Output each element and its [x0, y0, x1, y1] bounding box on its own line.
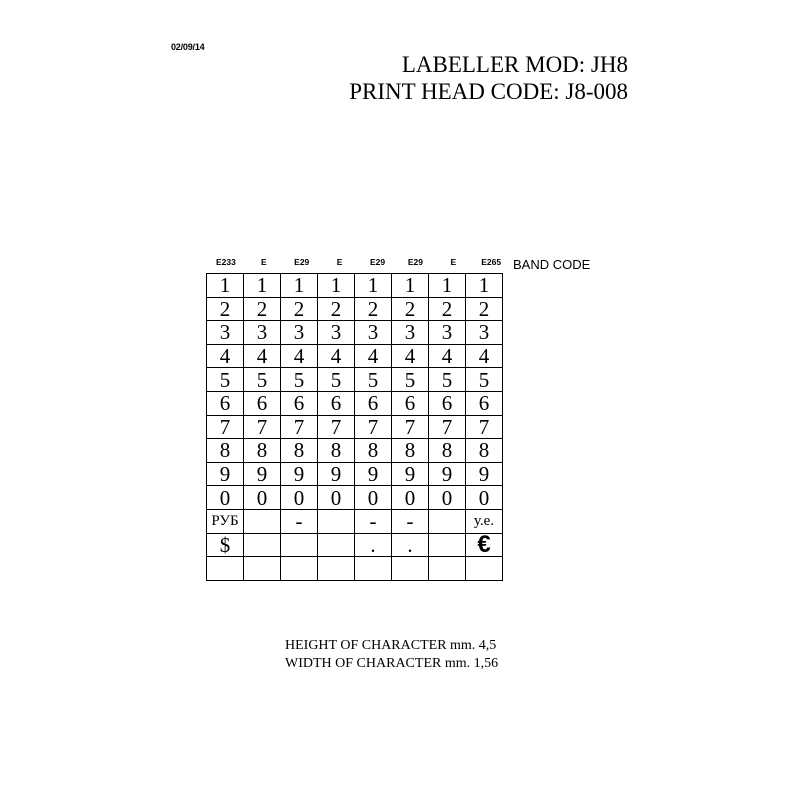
print-band-grid — [206, 273, 503, 581]
grid-cell: 5 — [466, 368, 503, 392]
grid-row — [207, 462, 503, 486]
grid-cell: . — [355, 533, 392, 557]
grid-row — [207, 509, 503, 533]
grid-cell — [355, 557, 392, 581]
grid-cell: 7 — [429, 415, 466, 439]
grid-cell: 7 — [318, 415, 355, 439]
grid-cell — [429, 533, 466, 557]
grid-cell: 5 — [318, 368, 355, 392]
grid-cell: 5 — [429, 368, 466, 392]
grid-cell: 0 — [281, 486, 318, 510]
grid-cell: 6 — [429, 391, 466, 415]
grid-cell: 3 — [466, 321, 503, 345]
grid-cell: 3 — [281, 321, 318, 345]
grid-cell: 5 — [355, 368, 392, 392]
grid-cell: 8 — [207, 439, 244, 463]
character-specs — [285, 637, 498, 673]
grid-row — [207, 297, 503, 321]
grid-cell: 4 — [429, 344, 466, 368]
grid-cell: 5 — [207, 368, 244, 392]
grid-cell — [281, 533, 318, 557]
grid-cell: 8 — [318, 439, 355, 463]
grid-cell: 5 — [281, 368, 318, 392]
grid-cell: 7 — [392, 415, 429, 439]
band-codes-row — [207, 257, 510, 267]
grid-cell: 6 — [207, 391, 244, 415]
grid-cell: 8 — [429, 439, 466, 463]
grid-cell — [429, 509, 466, 533]
grid-cell: 6 — [244, 391, 281, 415]
grid-cell: 8 — [355, 439, 392, 463]
grid-cell: 9 — [318, 462, 355, 486]
band-code: E29 — [294, 257, 310, 267]
grid-cell: 1 — [244, 274, 281, 298]
grid-cell: 0 — [466, 486, 503, 510]
grid-cell: 6 — [281, 391, 318, 415]
labeller-model: LABELLER MOD: JH8 — [401, 52, 628, 77]
grid-cell: 9 — [281, 462, 318, 486]
grid-cell: 3 — [429, 321, 466, 345]
grid-cell: 9 — [207, 462, 244, 486]
grid-cell — [244, 509, 281, 533]
grid-cell: 7 — [207, 415, 244, 439]
band-code: E — [261, 257, 267, 267]
grid-cell: 1 — [466, 274, 503, 298]
grid-cell: 3 — [207, 321, 244, 345]
grid-cell: 7 — [466, 415, 503, 439]
grid-cell: 4 — [318, 344, 355, 368]
grid-cell — [429, 557, 466, 581]
grid-cell: 9 — [355, 462, 392, 486]
grid-row — [207, 321, 503, 345]
grid-cell: 6 — [466, 391, 503, 415]
print-head-code: PRINT HEAD CODE: J8-008 — [349, 79, 628, 104]
grid-cell: 0 — [429, 486, 466, 510]
grid-cell: - — [392, 509, 429, 533]
grid-cell — [318, 533, 355, 557]
grid-cell: 4 — [244, 344, 281, 368]
grid-cell: 6 — [355, 391, 392, 415]
grid-cell: 3 — [392, 321, 429, 345]
grid-cell — [207, 557, 244, 581]
document-title — [349, 51, 628, 105]
grid-cell: 4 — [466, 344, 503, 368]
grid-cell — [318, 509, 355, 533]
grid-cell: 2 — [244, 297, 281, 321]
grid-cell: 9 — [429, 462, 466, 486]
grid-cell: 4 — [281, 344, 318, 368]
grid-cell: 3 — [244, 321, 281, 345]
grid-cell: 4 — [392, 344, 429, 368]
grid-cell: 9 — [466, 462, 503, 486]
grid-cell: 1 — [281, 274, 318, 298]
band-code: E233 — [216, 257, 236, 267]
grid-cell: 2 — [207, 297, 244, 321]
band-code: E29 — [369, 257, 386, 267]
band-code: E265 — [481, 257, 502, 267]
grid-cell: 4 — [355, 344, 392, 368]
grid-cell: 3 — [318, 321, 355, 345]
grid-cell: 2 — [392, 297, 429, 321]
grid-cell: 5 — [392, 368, 429, 392]
grid-cell: 0 — [207, 486, 244, 510]
grid-cell: 0 — [355, 486, 392, 510]
grid-cell: $ — [207, 533, 244, 557]
grid-cell: 1 — [207, 274, 244, 298]
grid-row — [207, 415, 503, 439]
grid-row — [207, 439, 503, 463]
grid-cell: 0 — [318, 486, 355, 510]
grid-cell: 2 — [281, 297, 318, 321]
grid-cell — [244, 533, 281, 557]
document-date: 02/09/14 — [171, 42, 205, 52]
grid-cell: 6 — [318, 391, 355, 415]
grid-cell — [244, 557, 281, 581]
grid-row — [207, 486, 503, 510]
grid-cell: - — [355, 509, 392, 533]
grid-cell: 8 — [244, 439, 281, 463]
grid-cell: 8 — [392, 439, 429, 463]
grid-cell: 2 — [466, 297, 503, 321]
band-code-label: BAND CODE — [513, 257, 591, 272]
grid-cell — [281, 557, 318, 581]
grid-cell: 9 — [244, 462, 281, 486]
grid-cell: у.е. — [466, 509, 503, 533]
grid-cell: - — [281, 509, 318, 533]
grid-cell: 4 — [207, 344, 244, 368]
grid-cell — [392, 557, 429, 581]
grid-cell: 0 — [392, 486, 429, 510]
grid-cell: € — [466, 533, 503, 557]
grid-row — [207, 557, 503, 581]
grid-cell: 8 — [281, 439, 318, 463]
grid-cell — [466, 557, 503, 581]
grid-cell — [318, 557, 355, 581]
grid-cell: . — [392, 533, 429, 557]
grid-cell: РУБ — [207, 509, 244, 533]
grid-cell: 1 — [429, 274, 466, 298]
grid-row — [207, 368, 503, 392]
grid-cell: 2 — [318, 297, 355, 321]
grid-row — [207, 274, 503, 298]
grid-row — [207, 391, 503, 415]
character-height: HEIGHT OF CHARACTER mm. 4,5 — [285, 638, 497, 653]
grid-cell: 3 — [355, 321, 392, 345]
grid-cell: 1 — [392, 274, 429, 298]
grid-cell: 0 — [244, 486, 281, 510]
grid-cell: 7 — [355, 415, 392, 439]
character-width: WIDTH OF CHARACTER mm. 1,56 — [285, 656, 499, 671]
grid-cell: 1 — [355, 274, 392, 298]
grid-cell: 5 — [244, 368, 281, 392]
band-code: E29 — [407, 257, 423, 267]
grid-row — [207, 344, 503, 368]
grid-cell: 2 — [429, 297, 466, 321]
grid-cell: 6 — [392, 391, 429, 415]
grid-cell: 1 — [318, 274, 355, 298]
grid-cell: 7 — [244, 415, 281, 439]
grid-cell: 2 — [355, 297, 392, 321]
band-code: E — [336, 257, 343, 267]
grid-row — [207, 533, 503, 557]
grid-cell: 8 — [466, 439, 503, 463]
band-code: E — [450, 257, 457, 267]
grid-cell: 9 — [392, 462, 429, 486]
grid-cell: 7 — [281, 415, 318, 439]
